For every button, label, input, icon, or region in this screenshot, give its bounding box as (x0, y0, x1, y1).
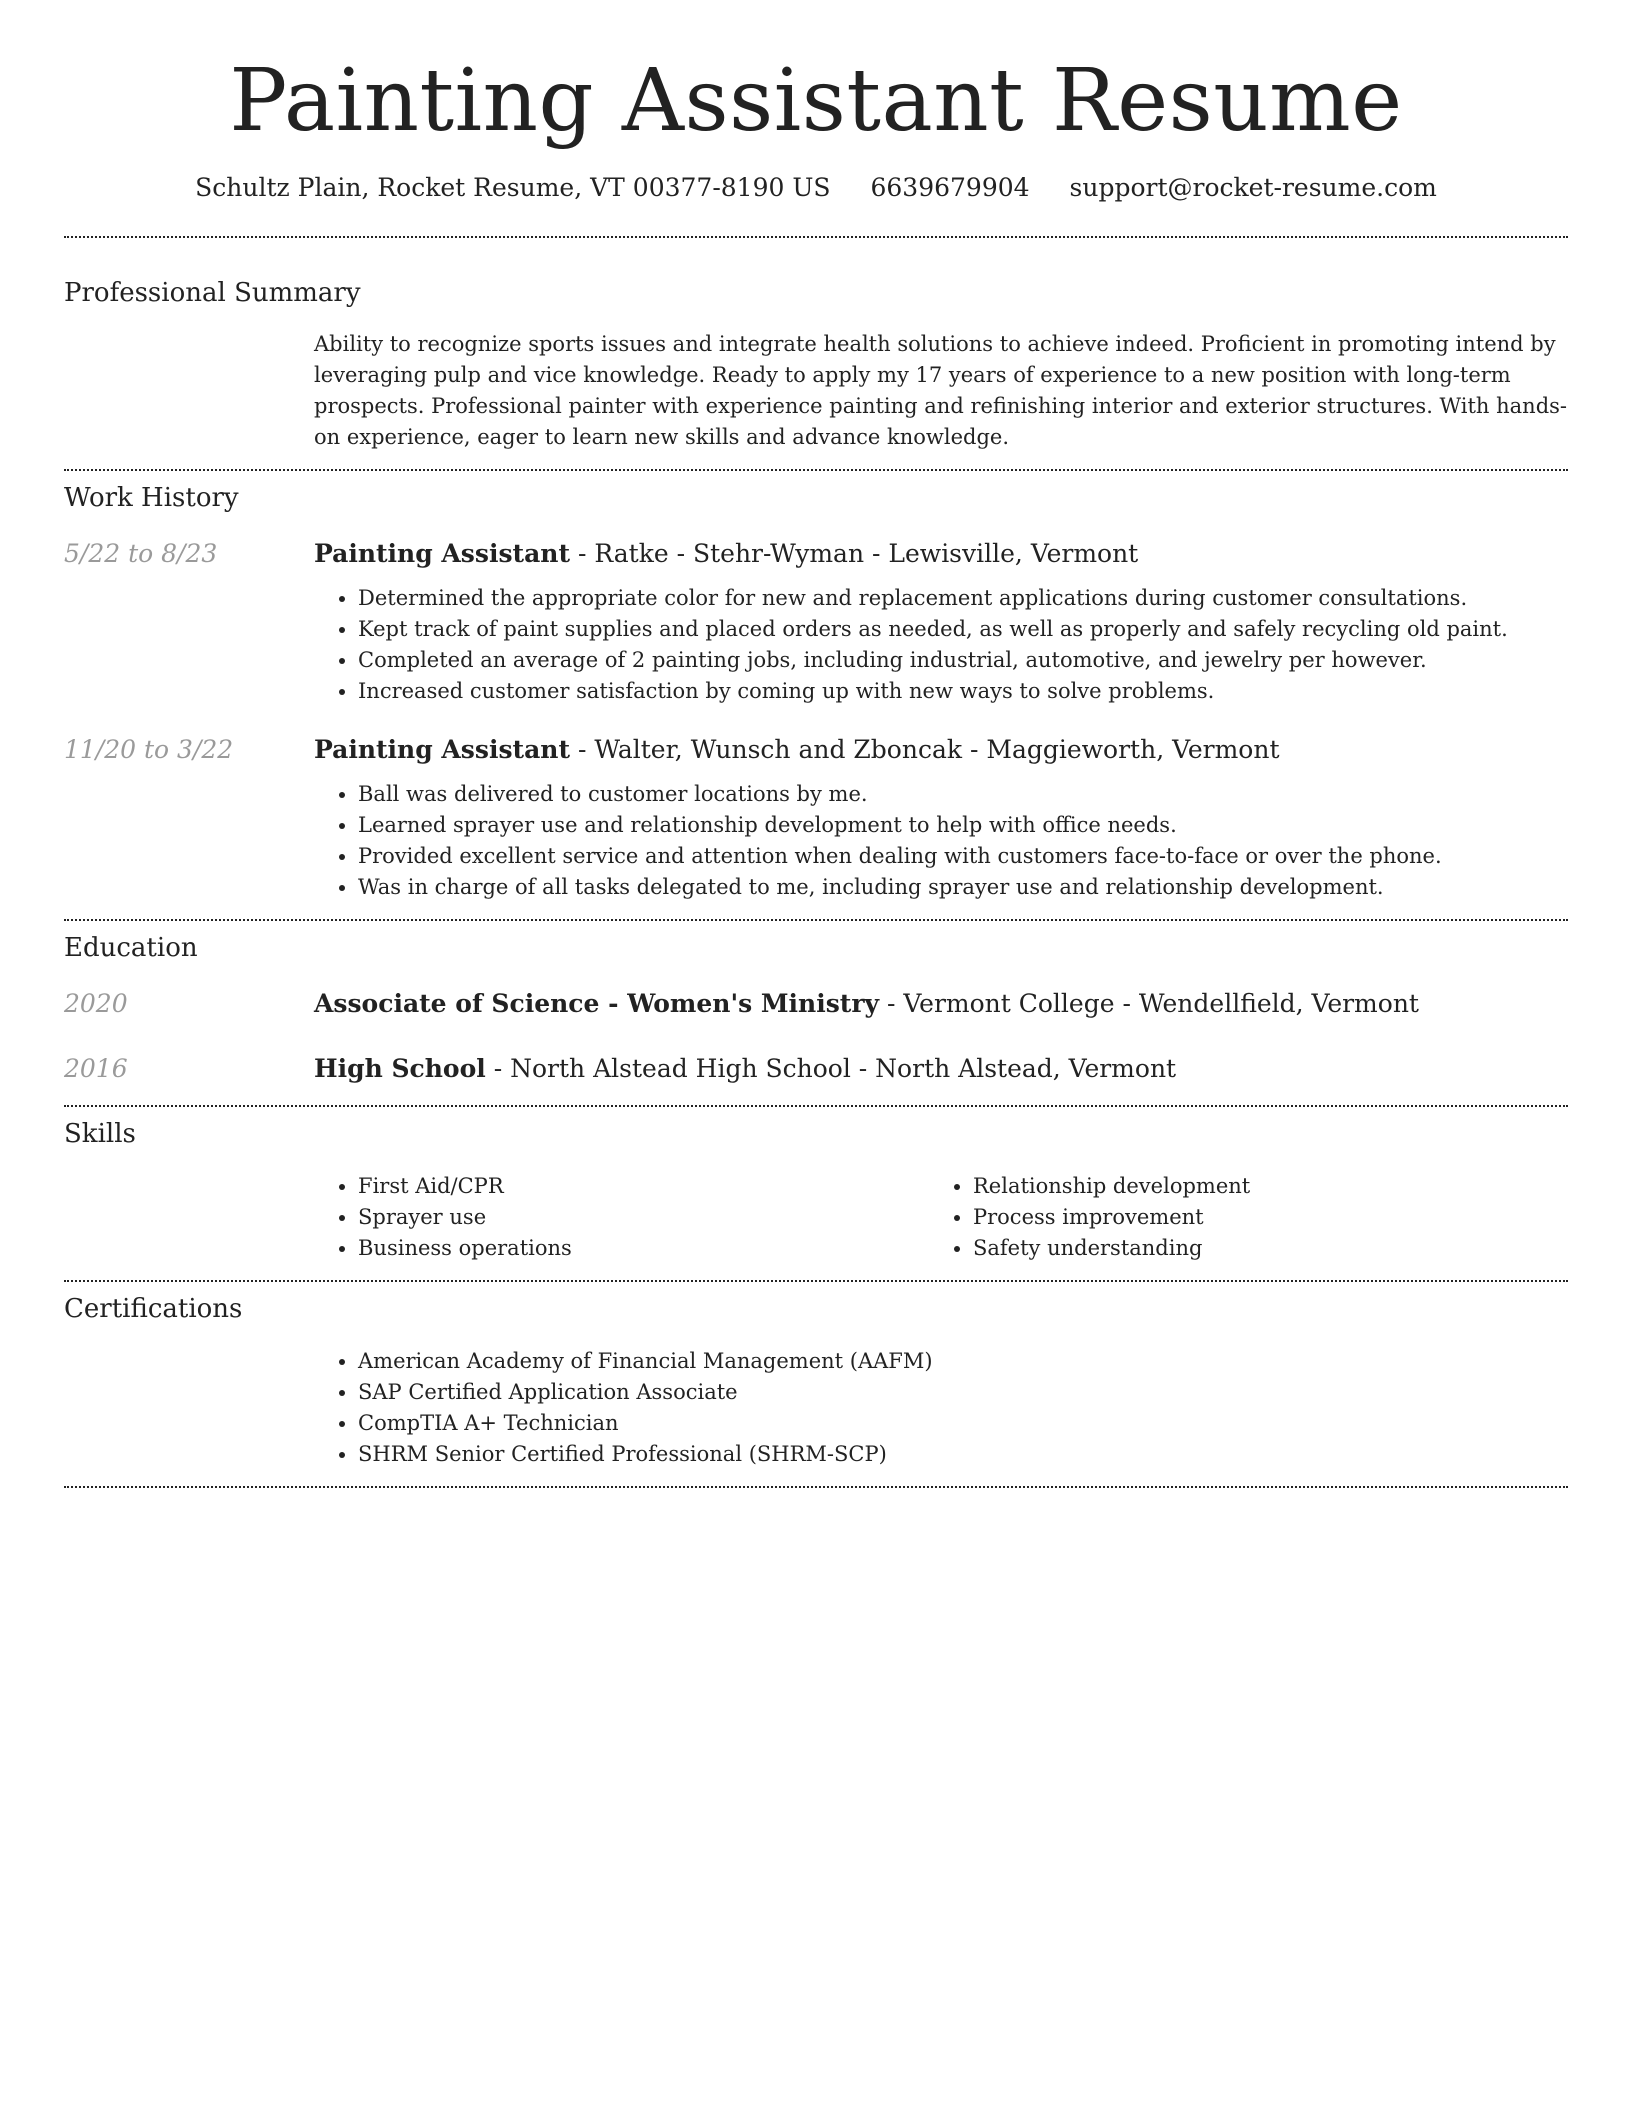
education-heading-line (314, 1054, 1176, 1083)
job-title: Painting Assistant (314, 538, 570, 568)
certifications-list (314, 1346, 1568, 1470)
job-heading (314, 735, 1280, 764)
job-dates: 5/22 to 8/23 (64, 538, 218, 568)
job-heading (314, 539, 1138, 568)
divider (64, 236, 1568, 238)
contact-address: Schultz Plain, Rocket Resume, VT 00377-8190 US (195, 172, 831, 202)
certifications-heading: Certifications (64, 1293, 243, 1324)
job-title: Painting Assistant (314, 734, 570, 764)
certifications-section (64, 1294, 1568, 1470)
job-bullets (314, 583, 1568, 707)
list-item: • Safety understanding (973, 1233, 1544, 1264)
skills-heading: Skills (64, 1118, 136, 1149)
summary-heading: Professional Summary (64, 277, 361, 308)
education-entry (64, 1054, 1568, 1083)
list-item: • Ball was delivered to customer locations by me. (358, 779, 1568, 810)
skills-list-left (314, 1171, 929, 1264)
list-item: • Business operations (358, 1233, 929, 1264)
summary-text: Ability to recognize sports issues and integrate health solutions to achieve indeed. Proficient in promoting intend by leveraging pulp and vice knowledge. Ready to apply my 17 years of experience to a new position with long-term prospects. Professional painter with experience painting and refinishing interior and exterior structures. With hands-on experience, eager to learn new skills and advance knowledge. (314, 331, 1568, 449)
list-item: • SHRM Senior Certified Professional (SHRM-SCP) (358, 1439, 1568, 1470)
education-heading: Education (64, 932, 198, 963)
education-heading-line (314, 989, 1419, 1018)
divider (64, 1280, 1568, 1282)
list-item: • SAP Certified Application Associate (358, 1377, 1568, 1408)
contact-email: support@rocket-resume.com (1069, 172, 1437, 202)
job-details: - Ratke - Stehr-Wyman - Lewisville, Vermont (570, 538, 1139, 568)
job-entry (64, 539, 1568, 707)
job-entry (64, 735, 1568, 903)
list-item: • Determined the appropriate color for new and replacement applications during customer consultations. (358, 583, 1568, 614)
education-degree: High School (314, 1053, 486, 1083)
education-degree: Associate of Science - Women's Ministry (314, 988, 880, 1018)
list-item: • First Aid/CPR (358, 1171, 929, 1202)
list-item: • Provided excellent service and attention when dealing with customers face-to-face or over the phone. (358, 841, 1568, 872)
list-item: • Kept track of paint supplies and placed orders as needed, as well as properly and safely recycling old paint. (358, 614, 1568, 645)
divider (64, 919, 1568, 921)
education-section (64, 933, 1568, 1083)
divider (64, 469, 1568, 471)
education-details: - North Alstead High School - North Alstead, Vermont (485, 1053, 1177, 1083)
list-item: • CompTIA A+ Technician (358, 1408, 1568, 1439)
contact-line (64, 173, 1568, 202)
job-dates: 11/20 to 3/22 (64, 734, 234, 764)
skills-list-right (929, 1171, 1544, 1264)
resume-title: Painting Assistant Resume (229, 51, 1403, 151)
list-item: • American Academy of Financial Management (AAFM) (358, 1346, 1568, 1377)
education-year: 2016 (64, 1053, 128, 1083)
education-year: 2020 (64, 988, 128, 1018)
contact-phone: 6639679904 (870, 172, 1030, 202)
list-item: • Increased customer satisfaction by coming up with new ways to solve problems. (358, 676, 1568, 707)
job-details: - Walter, Wunsch and Zboncak - Maggieworth, Vermont (570, 734, 1280, 764)
work-heading: Work History (64, 482, 239, 513)
list-item: • Process improvement (973, 1202, 1544, 1233)
list-item: • Sprayer use (358, 1202, 929, 1233)
divider (64, 1105, 1568, 1107)
skills-section (64, 1119, 1568, 1264)
work-section (64, 483, 1568, 903)
divider (64, 1486, 1568, 1488)
list-item: • Completed an average of 2 painting jobs, including industrial, automotive, and jewelry per however. (358, 645, 1568, 676)
list-item: • Learned sprayer use and relationship development to help with office needs. (358, 810, 1568, 841)
list-item: • Was in charge of all tasks delegated to me, including sprayer use and relationship development. (358, 872, 1568, 903)
summary-section (64, 278, 1568, 453)
resume-page (64, 0, 1568, 1488)
education-details: - Vermont College - Wendellfield, Vermont (879, 988, 1419, 1018)
education-entry (64, 989, 1568, 1018)
list-item: • Relationship development (973, 1171, 1544, 1202)
job-bullets (314, 779, 1568, 903)
